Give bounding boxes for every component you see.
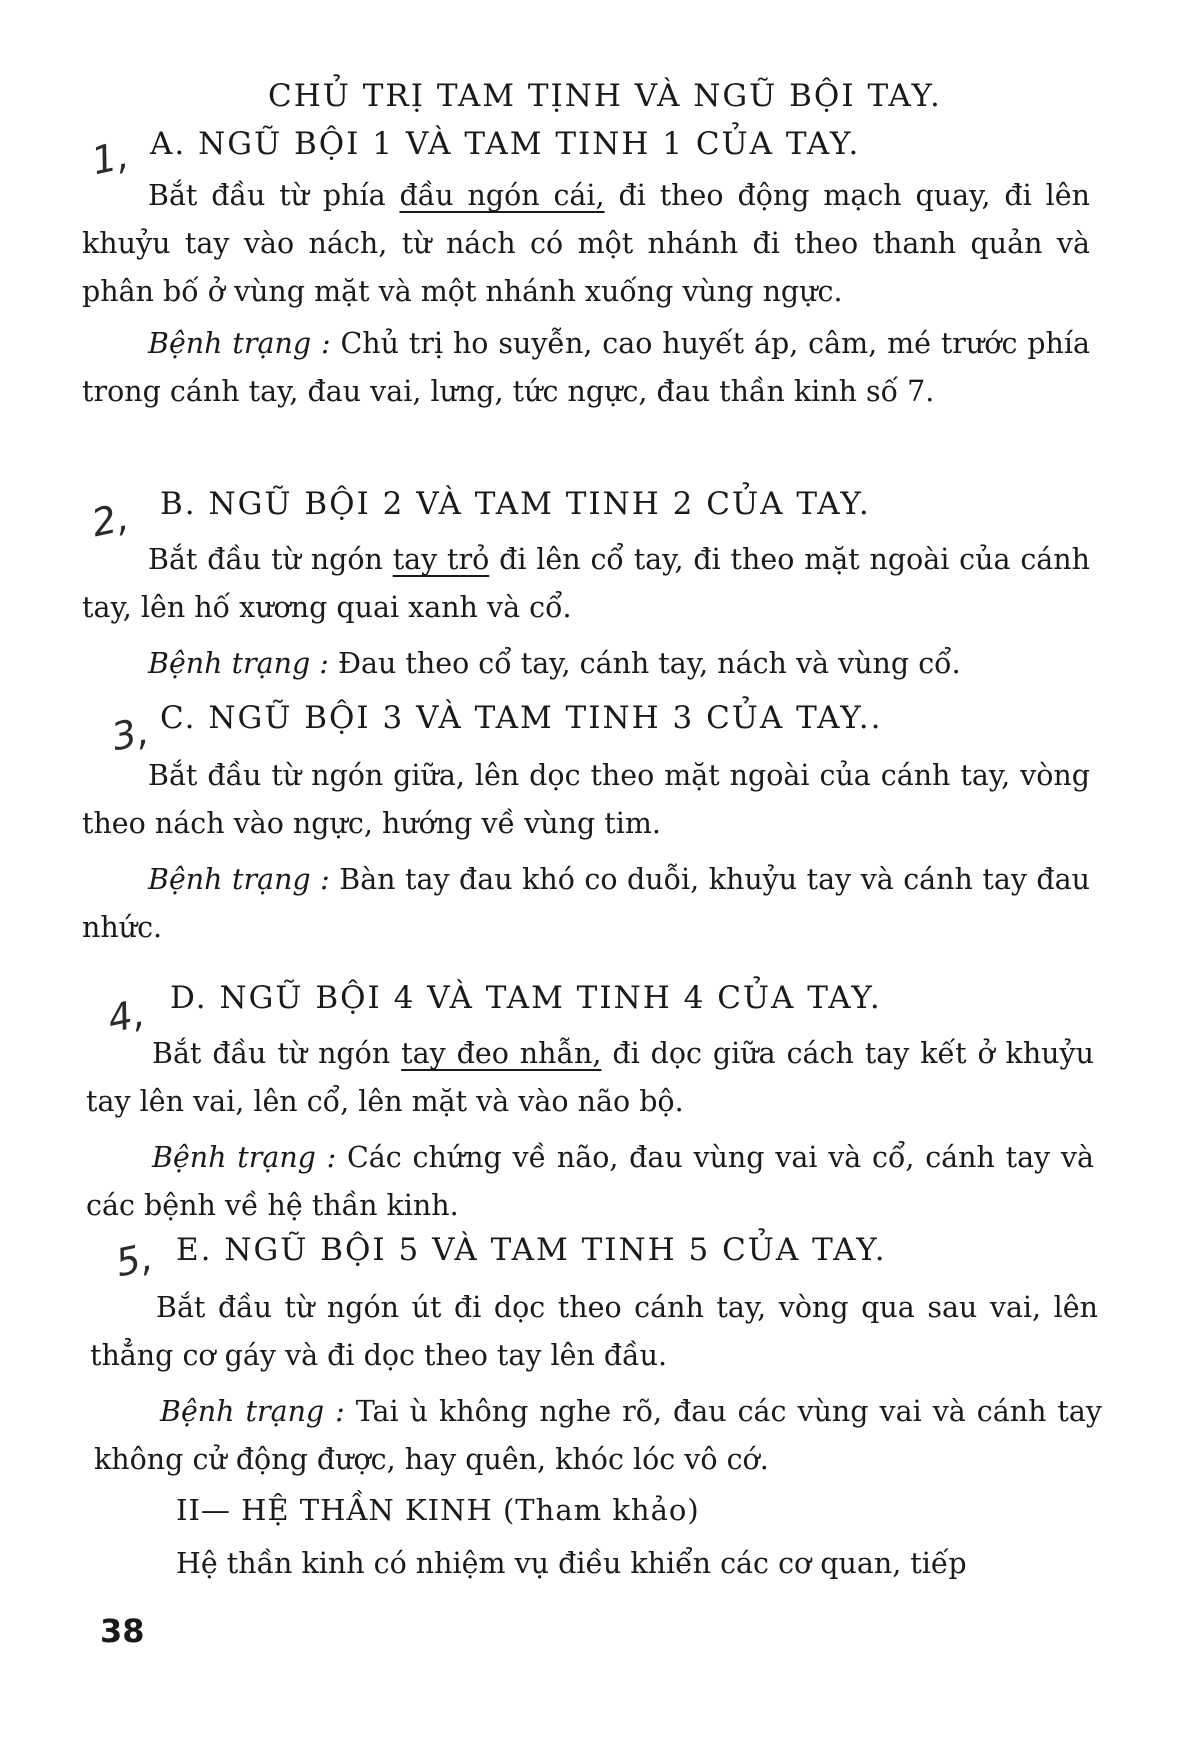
section-heading-c: C. NGŨ BỘI 3 VÀ TAM TINH 3 CỦA TAY.. [160, 700, 883, 736]
symptoms-label: Bệnh trạng : [152, 1141, 337, 1174]
section-b-description: Bắt đầu từ ngón tay trỏ đi lên cổ tay, đi theo mặt ngoài của cánh tay, lên hố xương quai xanh và cổ. [82, 543, 1090, 624]
section-c-description: Bắt đầu từ ngón giữa, lên dọc theo mặt ngoài của cánh tay, vòng theo nách vào ngực, hướng về vùng tim. [82, 759, 1090, 840]
page-number: 38 [100, 1612, 145, 1650]
underlined-term: tay đeo nhẫn, [401, 1037, 602, 1070]
section-a-description: Bắt đầu từ phía đầu ngón cái, đi theo động mạch quay, đi lên khuỷu tay vào nách, từ nách có một nhánh đi theo thanh quản và phân bố ở vùng mặt và một nhánh xuống vùng ngực. [82, 179, 1090, 308]
symptoms-label: Bệnh trạng : [148, 647, 329, 680]
section-heading-a: A. NGŨ BỘI 1 VÀ TAM TINH 1 CỦA TAY. [150, 126, 861, 162]
symptoms-label: Bệnh trạng : [148, 327, 331, 360]
handwritten-number-mark: 3, [107, 708, 153, 760]
section-c-symptoms: Bệnh trạng : Bàn tay đau khó co duỗi, khuỷu tay và cánh tay đau nhức. [82, 863, 1090, 944]
section-b-symptoms: Bệnh trạng : Đau theo cổ tay, cánh tay, nách và vùng cổ. [148, 647, 961, 680]
symptoms-label: Bệnh trạng : [148, 863, 330, 896]
section-d-symptoms: Bệnh trạng : Các chứng về não, đau vùng vai và cổ, cánh tay và các bệnh về hệ thần kinh. [86, 1141, 1094, 1222]
underlined-term: đầu ngón cái, [399, 179, 605, 212]
section-heading-nervous-system: II— HỆ THẦN KINH (Tham khảo) [176, 1493, 700, 1527]
handwritten-number-mark: 1, [87, 132, 133, 184]
section-heading-d: D. NGŨ BỘI 4 VÀ TAM TINH 4 CỦA TAY. [170, 980, 882, 1016]
section-e-symptoms: Bệnh trạng : Tai ù không nghe rõ, đau các vùng vai và cánh tay không cử động được, hay quên, khóc lóc vô cớ. [94, 1395, 1102, 1476]
underlined-term: tay trỏ [392, 543, 490, 576]
section-d-description: Bắt đầu từ ngón tay đeo nhẫn, đi dọc giữa cách tay kết ở khuỷu tay lên vai, lên cổ, lên mặt và vào não bộ. [86, 1037, 1094, 1118]
section-heading-b: B. NGŨ BỘI 2 VÀ TAM TINH 2 CỦA TAY. [160, 486, 871, 522]
symptoms-label: Bệnh trạng : [160, 1395, 345, 1428]
handwritten-number-mark: 2, [87, 494, 133, 546]
section-a-symptoms: Bệnh trạng : Chủ trị ho suyễn, cao huyết áp, câm, mé trước phía trong cánh tay, đau vai, lưng, tức ngực, đau thần kinh số 7. [82, 327, 1090, 408]
handwritten-number-mark: 4, [103, 990, 149, 1042]
section-heading-e: E. NGŨ BỘI 5 VÀ TAM TINH 5 CỦA TAY. [176, 1232, 887, 1268]
section-e-description: Bắt đầu từ ngón út đi dọc theo cánh tay, vòng qua sau vai, lên thẳng cơ gáy và đi dọc theo tay lên đầu. [90, 1291, 1098, 1372]
section-nervous-system-text: Hệ thần kinh có nhiệm vụ điều khiển các cơ quan, tiếp [176, 1547, 967, 1580]
page-title: CHỦ TRỊ TAM TỊNH VÀ NGŨ BỘI TAY. [268, 78, 942, 114]
handwritten-number-mark: 5, [111, 1234, 157, 1286]
